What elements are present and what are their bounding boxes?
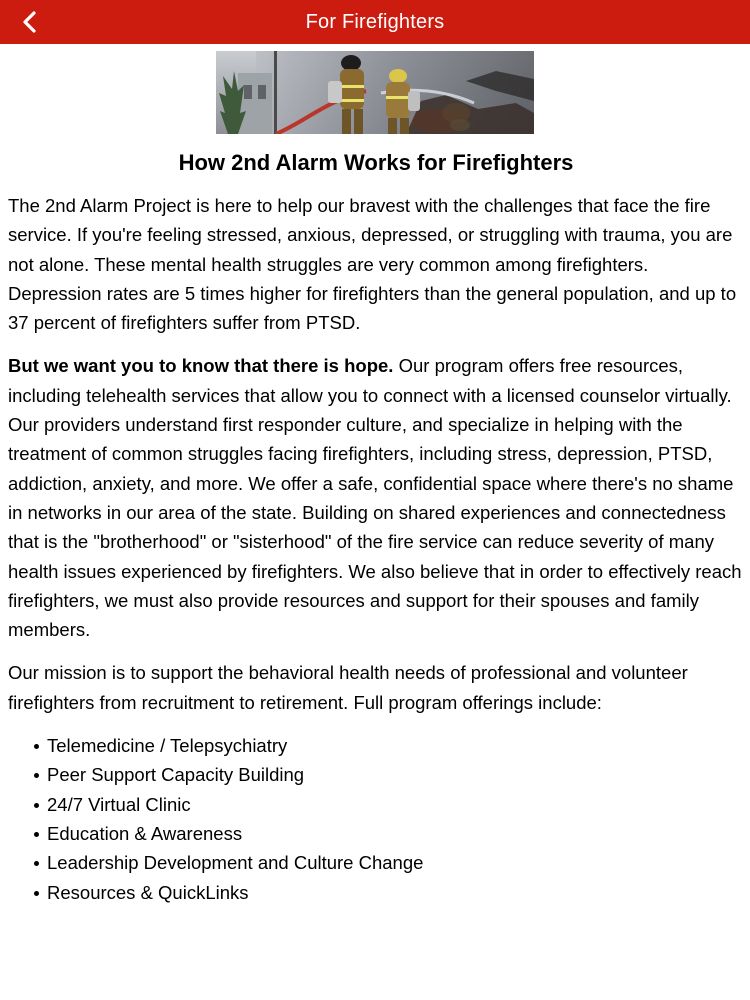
list-item: 24/7 Virtual Clinic [28, 790, 744, 819]
chevron-left-icon [20, 10, 40, 34]
list-item: Peer Support Capacity Building [28, 760, 744, 789]
list-item: Resources & QuickLinks [28, 878, 744, 907]
hope-paragraph [8, 351, 744, 644]
list-item: Education & Awareness [28, 819, 744, 848]
intro-paragraph: The 2nd Alarm Project is here to help our bravest with the challenges that face the fire service. If you're feeling stressed, anxious, depressed, or struggling with trauma, you are not alone. These mental health struggles are very common among firefighters. Depression rates are 5 times higher for firefighters than the general population, and up to 37 percent of firefighters suffer from PTSD. [8, 195, 737, 334]
mission-paragraph: Our mission is to support the behavioral health needs of professional and volunteer firefighters from recruitment to retirement. Full program offerings include: [8, 662, 688, 713]
hope-lead-text: But we want you to know that there is hope. [8, 355, 394, 377]
back-button[interactable] [14, 6, 46, 38]
offerings-list [8, 731, 744, 907]
firefighters-photo [216, 51, 534, 134]
nav-bar [0, 0, 750, 44]
hope-body-text: Our program offers free resources, including telehealth services that allow you to connect with a licensed counselor virtually. Our providers understand first responder culture, and specialize in helping with the treatment of common struggles facing firefighters, including stress, depression, PTSD, addiction, anxiety, and more. We offer a safe, confidential space where there's no shame in networks in our area of the state. Building on shared experiences and connectedness that is the "brotherhood" or "sisterhood" of the fire service can reduce severity of many health issues experienced by firefighters. We also believe that in order to effectively reach firefighters, we must also provide resources and support for their spouses and family members. [8, 355, 742, 641]
page-title: How 2nd Alarm Works for Firefighters [178, 150, 574, 175]
list-item: Leadership Development and Culture Change [28, 848, 744, 877]
main-content [8, 145, 744, 907]
nav-title: For Firefighters [305, 10, 445, 33]
list-item: Telemedicine / Telepsychiatry [28, 731, 744, 760]
hero-image [216, 51, 534, 134]
